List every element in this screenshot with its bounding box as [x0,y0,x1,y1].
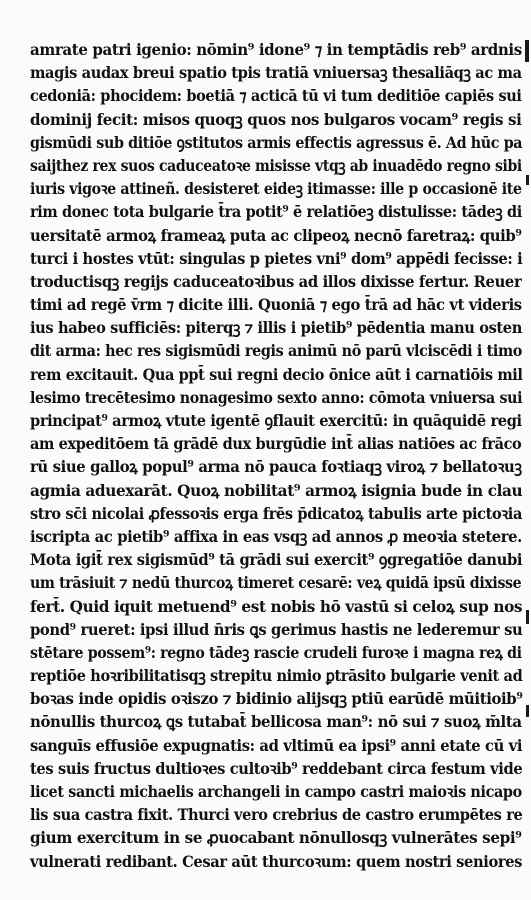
page-edge-shadow [526,705,529,717]
text-line: saijthez rex suos caduceatoꝛe misisse vtqꝫ ab inuadēdo regno sibi [30,155,522,175]
text-line: troductisqꝫ regijs caduceatoꝛibus ad illos dixisse fertur. Reuer [30,271,522,291]
text-line: gismūdi sub ditiōe ꝯstitutos armis effectis agressus ē. Ad hūc pa [30,132,523,152]
text-line: ius habeo sufficiēs: piterqꝫ ⁊ illis i pietib⁹ pēdentia manu osten [30,318,522,338]
text-line: rem excitauit. Qua ppt̄ sui regni decio ōnice aūt i carnatiōis mil [30,364,523,384]
text-line: nōnullis thurcoꝝ ꝗs tutabat̄ bellicosa man⁹: nō sui ⁊ suoꝝ m̄lta [30,712,522,732]
text-line: turci i hostes vtūt: singulas p pietes vni⁹ dom⁹ appēdi fecisse: i [30,248,523,268]
text-line: dit arma: hec res sigismūdi regis animū nō parū vlciscēdi i timo [30,341,522,361]
text-line: boꝛas inde opidis oꝛiszo ⁊ bidinio alijsqꝫ ptiū earūdē mūitioib⁹ [30,689,523,709]
text-line: fert̄. Quid iquit metuend⁹ est nobis hō vastū si celoꝝ sup nos [30,596,523,616]
text-line: vulnerati redibant. Cesar aūt thurcoꝛum: quem nostri seniores [30,851,523,871]
text-line: rū siue galloꝝ popul⁹ arma nō pauca foꝛtiaqꝫ viroꝝ ⁊ bellatoꝛuꝫ [30,457,522,477]
text-line: um trāsiuit ⁊ nedū thurcoꝝ timeret cesarē: veꝝ quidā ipsū dixisse [30,573,522,593]
text-line: Mota igit̄ rex sigismūd⁹ tā grādi sui exercit⁹ ꝯgregatiōe danubi [30,550,523,570]
text-line: uersitatē armoꝝ frameaꝝ puta ac clipeoꝝ necnō faretraꝝ: quib⁹ [30,225,522,245]
gothic-text-block [30,38,522,873]
text-line: sanguīs effusiōe expugnatis: ad vltimū ea ipsi⁹ anni etate cū vi [30,735,523,755]
text-line: reptiōe hoꝛribilitatisqꝫ strepitu nimio ꝑtrāsito bulgarie venit ad [30,666,523,686]
text-line: stētare possem⁹: regno tādeꝫ rascie crudeli furoꝛe i magna reꝝ di [30,642,522,662]
text-line: agmia aduexarāt. Quoꝝ nobilitat⁹ armoꝝ isignia bude in clau [30,480,523,500]
text-line: am expeditōem tā grādē dux burgūdie int̄ alias natiōes ac frāco [30,434,522,454]
text-line: dominij fecit: misos quoqꝫ quos nos bulgaros vocam⁹ regis si [30,109,522,129]
text-line: lis sua castra fixit. Thurci vero crebrius de castro erumpētes re [30,805,523,825]
page-edge-shadow [526,175,529,185]
text-line: licet sancti michaelis archangeli in campo castri maioꝛis nicapo [30,782,522,801]
text-line: iuris vigoꝛe attineñ. desisteret eideꝫ itimasse: ille p occasionē ite [30,179,522,199]
text-line: cedoniā: phocidem: boetiā ⁊ acticā tū vi tum deditiōe capiēs sui [30,86,522,106]
text-line: stro sc̄i nicolai ꝓfessoꝛis erga frēs p̄dicatoꝝ tabulis arte pictoꝛia [30,503,522,523]
text-line: timi ad regē v̄rm ⁊ dicite illi. Quoniā ⁊ ego t̄rā ad hāc vt videris [30,295,522,315]
page-edge-shadow [525,40,529,62]
text-line: rim donec tota bulgarie t̄ra potit⁹ ē relatiōeꝫ distulisse: tādeꝫ di [30,202,522,222]
text-line: magis audax breui spatio tpis tratiā vniuersaꝫ thesaliāqꝫ ac ma [30,63,522,83]
page-edge-shadow [526,610,529,624]
text-line: amrate patri igenio: nōmin⁹ idone⁹ ⁊ in temptādis reb⁹ ardnis [30,40,522,59]
text-line: pond⁹ rueret: ipsi illud n̄ris ꝗs gerimus hastis ne lederemur su [30,619,523,639]
text-line: gium exercitum in se ꝓuocabant nōnullosqꝫ vulnerātes sepi⁹ [30,828,522,848]
text-line: tes suis fructus dultioꝛes cultoꝛib⁹ reddebant circa festum vide [30,758,523,778]
text-line: lesimo trecētesimo nonagesimo sexto anno: cōmota vniuersa sui [30,387,523,407]
text-line: principat⁹ armoꝝ vtute igentē ꝯflauit exercitū: in quāquidē regi [30,411,522,430]
text-line: iscripta ac pietib⁹ affixa in eas vsqꝫ ad annos ꝓ meoꝛia stetere. [30,526,522,546]
